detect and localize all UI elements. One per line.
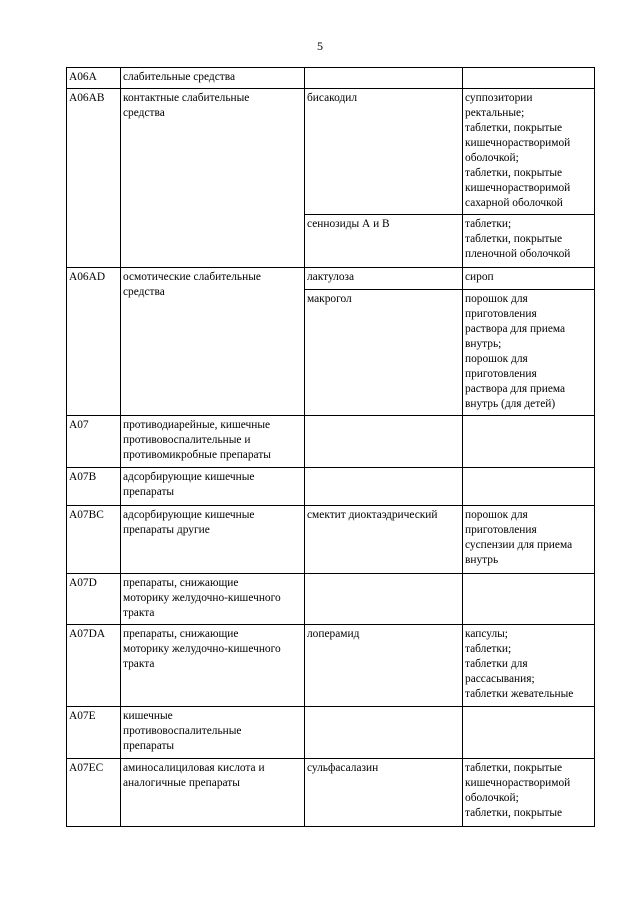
- atc-code-cell: A07: [67, 416, 121, 468]
- dosage-form-cell: таблетки, покрытые кишечнорастворимой оболочкой; таблетки, покрытые: [463, 759, 595, 827]
- atc-code-cell: A06A: [67, 68, 121, 89]
- group-name-cell: адсорбирующие кишечные препараты другие: [121, 506, 305, 574]
- atc-code-cell: A07B: [67, 468, 121, 506]
- table-row: [67, 89, 595, 215]
- atc-code-cell: A07E: [67, 707, 121, 759]
- drug-name-cell: [305, 468, 463, 506]
- atc-code-cell: A06AB: [67, 89, 121, 268]
- dosage-form-cell: суппозитории ректальные; таблетки, покрытые кишечнорастворимой оболочкой; таблетки, покрытые кишечнорастворимой сахарной оболочкой: [463, 89, 595, 215]
- dosage-form-cell: [463, 574, 595, 625]
- dosage-form-cell: [463, 468, 595, 506]
- group-name-cell: слабительные средства: [121, 68, 305, 89]
- drug-name-cell: [305, 68, 463, 89]
- drug-name-cell: [305, 707, 463, 759]
- drug-name-cell: макрогол: [305, 290, 463, 416]
- group-name-cell: кишечные противовоспалительные препараты: [121, 707, 305, 759]
- table-row: [67, 268, 595, 290]
- group-name-cell: препараты, снижающие моторику желудочно-кишечного тракта: [121, 574, 305, 625]
- table-row: [67, 759, 595, 827]
- atc-code-cell: A07DA: [67, 625, 121, 707]
- table-row: [67, 574, 595, 625]
- group-name-cell: контактные слабительные средства: [121, 89, 305, 268]
- table-row: [67, 68, 595, 89]
- drug-classification-table: [66, 67, 595, 827]
- drug-name-cell: смектит диоктаэдрический: [305, 506, 463, 574]
- atc-code-cell: A06AD: [67, 268, 121, 416]
- group-name-cell: препараты, снижающие моторику желудочно-кишечного тракта: [121, 625, 305, 707]
- atc-code-cell: A07BC: [67, 506, 121, 574]
- table-row: [67, 707, 595, 759]
- table-row: [67, 468, 595, 506]
- table-row: [67, 625, 595, 707]
- group-name-cell: осмотические слабительные средства: [121, 268, 305, 416]
- table-row: [67, 506, 595, 574]
- drug-name-cell: [305, 416, 463, 468]
- dosage-form-cell: [463, 68, 595, 89]
- drug-name-cell: сеннозиды А и В: [305, 215, 463, 268]
- atc-code-cell: A07D: [67, 574, 121, 625]
- group-name-cell: противодиарейные, кишечные противовоспалительные и противомикробные препараты: [121, 416, 305, 468]
- atc-code-cell: A07EC: [67, 759, 121, 827]
- drug-name-cell: [305, 574, 463, 625]
- table-row: [67, 416, 595, 468]
- group-name-cell: аминосалициловая кислота и аналогичные препараты: [121, 759, 305, 827]
- drug-name-cell: лоперамид: [305, 625, 463, 707]
- drug-name-cell: лактулоза: [305, 268, 463, 290]
- dosage-form-cell: [463, 707, 595, 759]
- dosage-form-cell: [463, 416, 595, 468]
- dosage-form-cell: порошок для приготовления суспензии для приема внутрь: [463, 506, 595, 574]
- dosage-form-cell: порошок для приготовления раствора для приема внутрь; порошок для приготовления раствора для приема внутрь (для детей): [463, 290, 595, 416]
- drug-name-cell: бисакодил: [305, 89, 463, 215]
- group-name-cell: адсорбирующие кишечные препараты: [121, 468, 305, 506]
- drug-name-cell: сульфасалазин: [305, 759, 463, 827]
- dosage-form-cell: таблетки; таблетки, покрытые пленочной оболочкой: [463, 215, 595, 268]
- page-number: 5: [317, 39, 323, 53]
- dosage-form-cell: сироп: [463, 268, 595, 290]
- dosage-form-cell: капсулы; таблетки; таблетки для рассасывания; таблетки жевательные: [463, 625, 595, 707]
